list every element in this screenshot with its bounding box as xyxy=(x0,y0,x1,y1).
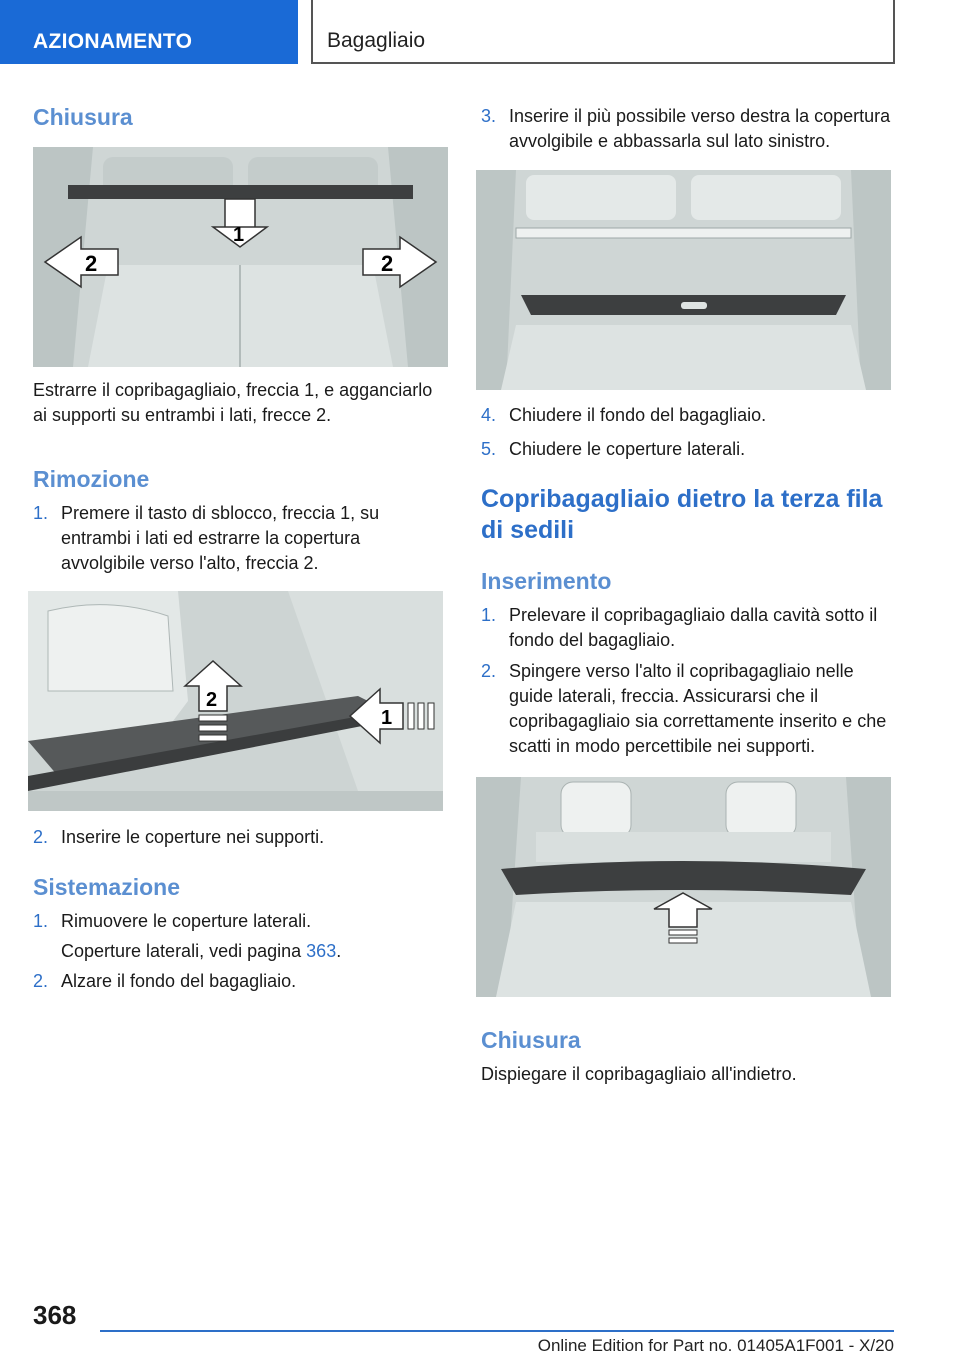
step-number: 1. xyxy=(33,503,49,523)
step-number: 2. xyxy=(481,661,497,681)
step-number: 5. xyxy=(481,439,497,459)
closure-heading-right: Chiusura xyxy=(481,1027,581,1053)
step-text: Inserire il più possibile verso destra la copertura avvolgibile e abbassarla sul lato sinistro. xyxy=(509,106,891,151)
step-text: Alzare il fondo del bagagliaio. xyxy=(61,971,297,991)
list-item xyxy=(33,501,448,576)
fig1-label-2-left: 2 xyxy=(85,251,98,276)
page-reference-link[interactable]: 363 xyxy=(306,941,337,961)
fig1-label-2-right: 2 xyxy=(381,251,394,276)
figure-cover-insertion xyxy=(476,777,891,997)
fig1-label-1: 1 xyxy=(233,224,245,246)
list-item xyxy=(33,825,448,850)
step-text: Prelevare il copribagagliaio dalla cavità sotto il fondo del bagagliaio. xyxy=(509,605,878,650)
list-item xyxy=(481,659,893,759)
step-text: Spingere verso l'alto il copribagagliaio nelle guide laterali, freccia. Assicurarsi che il copribagagliaio sia correttamente inserito e che scatti in modo percettibile nei supporti. xyxy=(509,661,887,756)
fig2-label-1: 1 xyxy=(381,707,393,729)
step-number: 4. xyxy=(481,405,497,425)
list-item xyxy=(33,909,448,934)
closure-instructions-right: Dispiegare il copribagagliaio all'indietro. xyxy=(481,1064,797,1084)
step-number: 1. xyxy=(481,605,497,625)
step-text: Chiudere le coperture laterali. xyxy=(509,439,746,459)
storage-note xyxy=(33,939,448,964)
step-number: 2. xyxy=(33,827,49,847)
list-item xyxy=(33,969,448,994)
step-number: 1. xyxy=(33,911,49,931)
figure-cover-lowering xyxy=(476,170,891,390)
list-item xyxy=(481,603,893,653)
insert-heading: Inserimento xyxy=(481,568,612,594)
closure-instructions: Estrarre il copribagagliaio, freccia 1, e agganciarlo ai supporti su entrambi i lati, frecce 2. xyxy=(33,380,433,425)
removal-heading: Rimozione xyxy=(33,466,150,492)
footer-edition: Online Edition for Part no. 01405A1F001 - X/20 xyxy=(537,1336,894,1355)
left-column xyxy=(33,104,448,131)
section-tab: AZIONAMENTO xyxy=(0,0,298,64)
fig2-label-2: 2 xyxy=(206,689,218,711)
page-number: 368 xyxy=(33,1300,77,1330)
step-text: Premere il tasto di sblocco, freccia 1, su entrambi i lati ed estrarre la copertura avvolgibile verso l'alto, freccia 2. xyxy=(61,503,380,573)
storage-heading: Sistemazione xyxy=(33,874,180,900)
chapter-title: Bagagliaio xyxy=(311,0,895,64)
figure-cover-removal xyxy=(28,591,443,811)
step-text: Rimuovere le coperture laterali. xyxy=(61,911,312,931)
note-text: Coperture laterali, vedi pagina xyxy=(61,941,302,961)
step-text: Inserire le coperture nei supporti. xyxy=(61,827,325,847)
step-number: 3. xyxy=(481,106,497,126)
step-text: Chiudere il fondo del bagagliaio. xyxy=(509,405,767,425)
step-number: 2. xyxy=(33,971,49,991)
list-item xyxy=(481,437,893,462)
list-item xyxy=(481,104,893,154)
footer-divider xyxy=(100,1330,894,1332)
figure-trunk-cover-closing xyxy=(33,147,448,367)
list-item xyxy=(481,403,893,428)
closure-heading: Chiusura xyxy=(33,104,133,130)
note-suffix: . xyxy=(336,941,342,961)
section-heading: Copribagagliaio dietro la terza fila di sedili xyxy=(481,485,883,544)
